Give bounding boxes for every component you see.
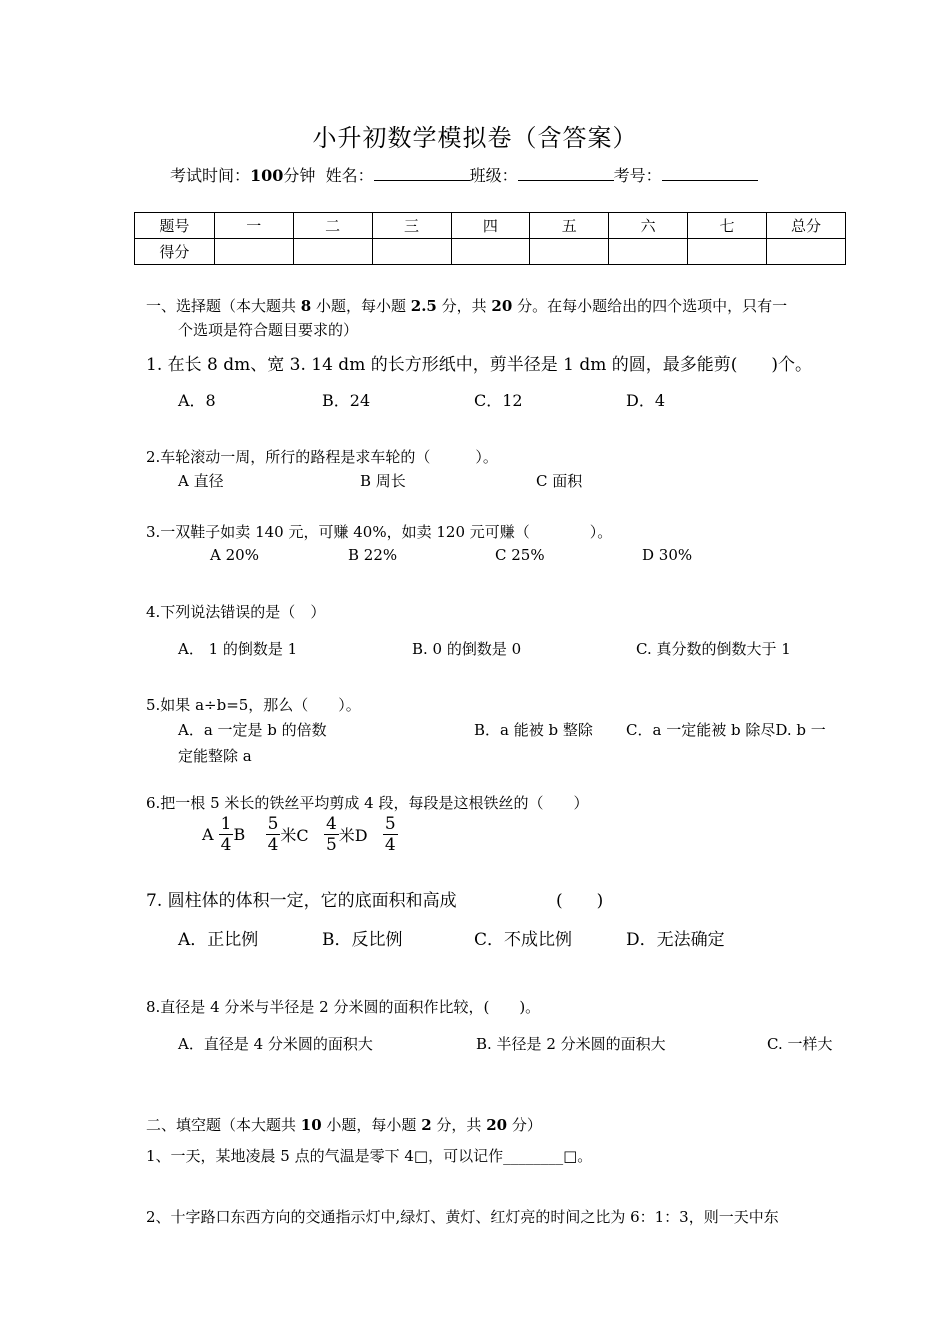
header-cell: 题号 — [135, 213, 215, 239]
q4-option-c[interactable]: C. 真分数的倒数大于 1 — [636, 640, 791, 658]
question-6: 6.把一根 5 米长的铁丝平均剪成 4 段，每段是这根铁丝的（ ） — [146, 794, 589, 812]
question-7-paren: ( ) — [556, 891, 604, 911]
q6-fraction-c: $\frac{4}{5}$ — [325, 814, 337, 855]
time-unit: 分钟 — [283, 166, 316, 185]
exam-no-label: 考号： — [613, 166, 662, 185]
score-cell[interactable] — [530, 239, 609, 265]
question-1: 1. 在长 8 dm、宽 3. 14 dm 的长方形纸中，剪半径是 1 dm 的圆，最多能剪( )个。 — [146, 355, 813, 375]
q6-fraction-b: $\frac{5}{4}$ — [267, 814, 279, 855]
q7-option-d[interactable]: D．无法确定 — [626, 930, 725, 950]
q3-option-d[interactable]: D 30% — [642, 546, 693, 564]
header-cell: 五 — [530, 213, 609, 239]
q5-option-d-cont: 定能整除 a — [178, 747, 252, 765]
q5-option-b[interactable]: B．a 能被 b 整除 — [474, 721, 593, 739]
question-3: 3.一双鞋子如卖 140 元，可赚 40%，如卖 120 元可赚（ ）。 — [146, 523, 613, 541]
page-title: 小升初数学模拟卷（含答案） — [312, 124, 638, 152]
question-7: 7. 圆柱体的体积一定，它的底面积和高成 — [146, 891, 457, 911]
q7-option-a[interactable]: A．正比例 — [178, 930, 259, 950]
q6-option-c-label[interactable]: 米C — [280, 826, 309, 845]
q6-options — [202, 814, 398, 855]
exam-no-field[interactable] — [662, 164, 758, 181]
q8-option-b[interactable]: B. 半径是 2 分米圆的面积大 — [476, 1035, 666, 1053]
q3-option-c[interactable]: C 25% — [495, 546, 545, 564]
score-table — [134, 212, 846, 265]
question-5: 5.如果 a÷b=5，那么（ ）。 — [146, 696, 361, 714]
header-cell: 七 — [688, 213, 767, 239]
exam-info-line — [170, 163, 758, 186]
fill-item-2: 2、十字路口东西方向的交通指示灯中,绿灯、黄灯、红灯亮的时间之比为 6：1：3，则一天中东 — [146, 1208, 779, 1226]
section2-heading: 二、填空题（本大题共 10 小题，每小题 2 分，共 20 分） — [146, 1116, 542, 1134]
q6-option-b-label[interactable]: B — [233, 825, 246, 844]
q6-fraction-d: $\frac{5}{4}$ — [384, 814, 396, 855]
q7-option-c[interactable]: C．不成比例 — [474, 930, 573, 950]
question-8: 8.直径是 4 分米与半径是 2 分米圆的面积作比较，( )。 — [146, 998, 541, 1016]
q2-option-a[interactable]: A 直径 — [178, 472, 224, 490]
score-cell[interactable] — [372, 239, 451, 265]
header-cell: 总分 — [767, 213, 846, 239]
section1-heading-line2: 个选项是符合题目要求的） — [178, 321, 359, 339]
q1-option-c[interactable]: C．12 — [474, 391, 523, 410]
score-cell[interactable] — [688, 239, 767, 265]
q2-option-b[interactable]: B 周长 — [360, 472, 406, 490]
class-label: 班级： — [469, 166, 518, 185]
q4-option-a[interactable]: A． 1 的倒数是 1 — [178, 640, 298, 658]
section1-heading: 一、选择题（本大题共 8 小题，每小题 2.5 分，共 20 分。在每小题给出的四个选项中，只有一 — [146, 297, 788, 315]
question-2: 2.车轮滚动一周，所行的路程是求车轮的（ ）。 — [146, 448, 498, 466]
q1-option-d[interactable]: D．4 — [626, 391, 666, 410]
q2-option-c[interactable]: C 面积 — [536, 472, 583, 490]
q6-option-d-label[interactable]: 米D — [338, 826, 368, 845]
score-cell[interactable] — [609, 239, 688, 265]
q4-option-b[interactable]: B. 0 的倒数是 0 — [412, 640, 522, 658]
q6-fraction-a: $\frac{1}{4}$ — [220, 814, 232, 855]
score-cell[interactable] — [767, 239, 846, 265]
class-field[interactable] — [518, 164, 614, 181]
question-4: 4.下列说法错误的是（ ） — [146, 603, 326, 621]
score-cell[interactable] — [214, 239, 293, 265]
q6-option-a-label[interactable]: A — [202, 825, 214, 844]
header-cell: 一 — [214, 213, 293, 239]
score-cell[interactable] — [293, 239, 372, 265]
q7-option-b[interactable]: B．反比例 — [322, 930, 403, 950]
q8-option-c[interactable]: C. 一样大 — [767, 1035, 833, 1053]
time-value: 100 — [250, 166, 284, 185]
q8-option-a[interactable]: A．直径是 4 分米圆的面积大 — [178, 1035, 373, 1053]
score-table-header-row — [135, 213, 846, 239]
name-field[interactable] — [374, 164, 470, 181]
time-label: 考试时间： — [170, 166, 251, 185]
q1-option-b[interactable]: B．24 — [322, 391, 371, 410]
score-table-score-row — [135, 239, 846, 265]
header-cell: 二 — [293, 213, 372, 239]
header-cell: 四 — [451, 213, 530, 239]
header-cell: 六 — [609, 213, 688, 239]
q5-option-c-d[interactable]: C．a 一定能被 b 除尽D. b 一 — [626, 721, 826, 739]
q3-option-b[interactable]: B 22% — [348, 546, 398, 564]
q3-option-a[interactable]: A 20% — [210, 546, 259, 564]
score-cell[interactable] — [451, 239, 530, 265]
header-cell: 三 — [372, 213, 451, 239]
q1-option-a[interactable]: A．8 — [178, 391, 216, 410]
score-row-label: 得分 — [135, 239, 215, 265]
fill-item-1: 1、一天，某地凌晨 5 点的气温是零下 4□，可以记作________□。 — [146, 1147, 593, 1165]
q5-option-a[interactable]: A．a 一定是 b 的倍数 — [178, 721, 327, 739]
name-label: 姓名： — [325, 166, 374, 185]
